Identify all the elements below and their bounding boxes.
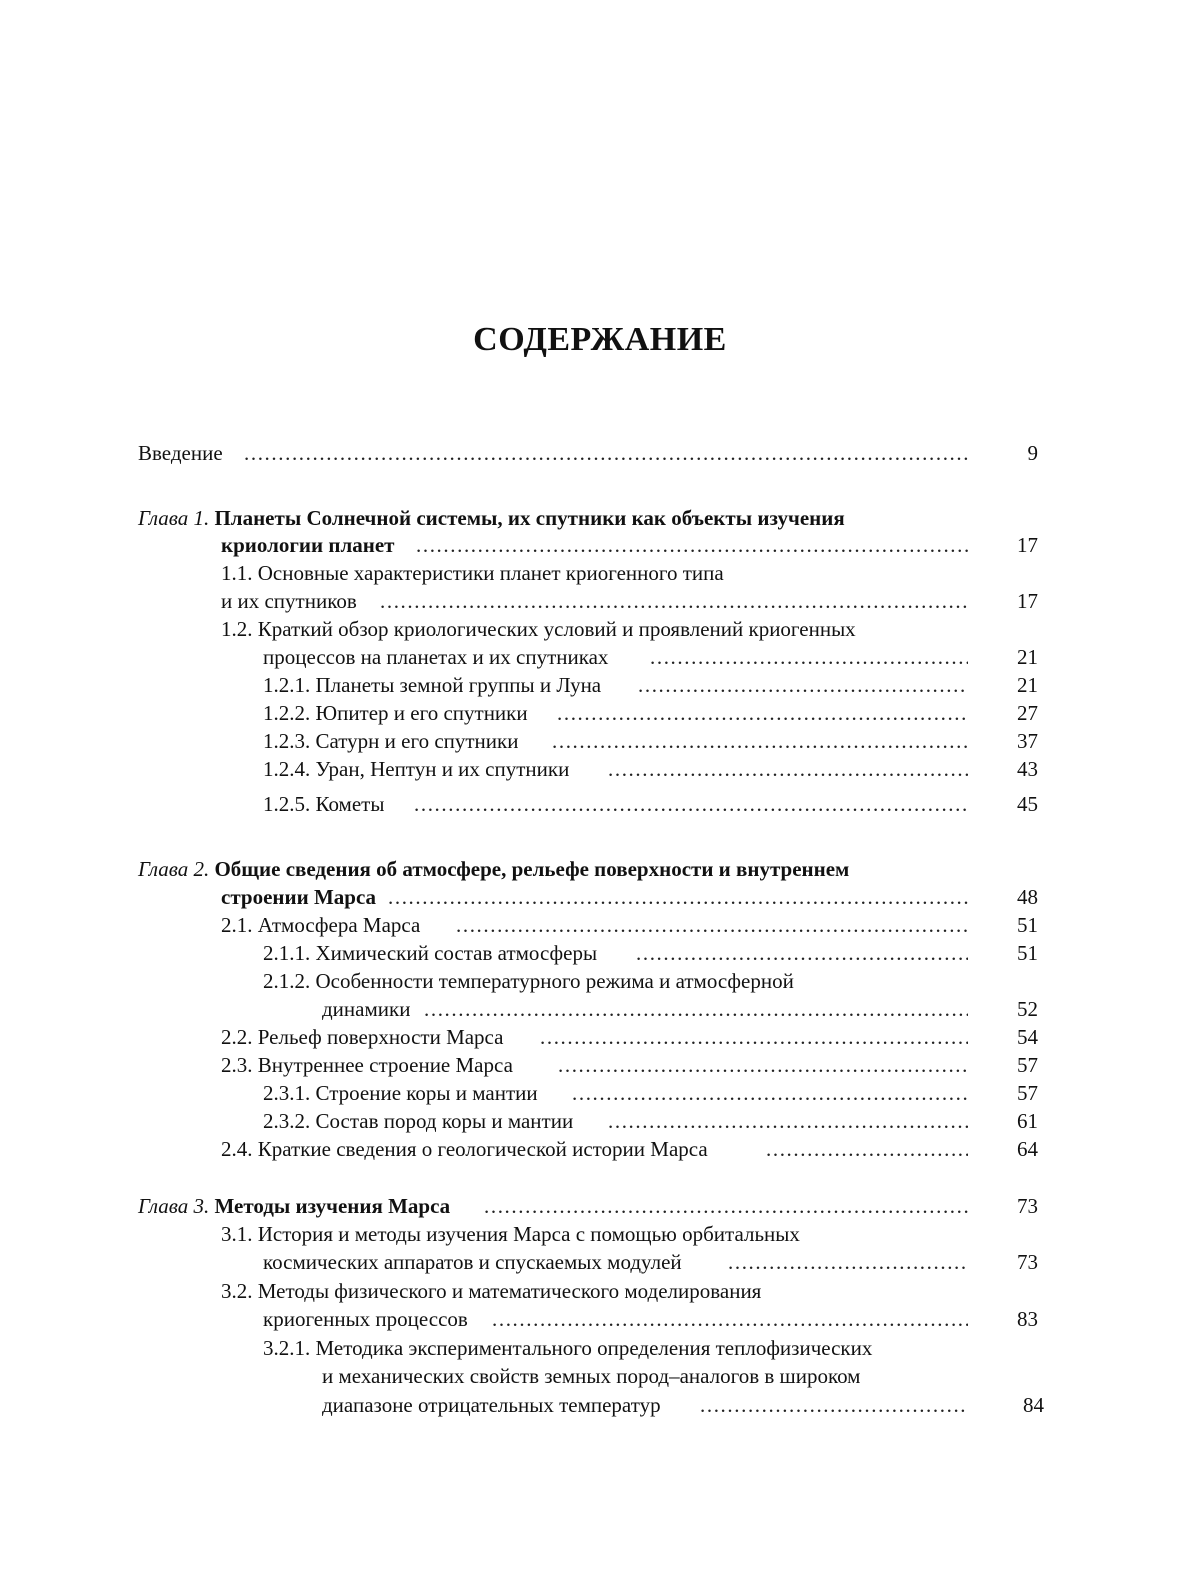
- chapter-heading: [0, 503, 1200, 533]
- dot-leader: [608, 1106, 968, 1136]
- page-number: 21: [1017, 645, 1038, 669]
- page-number: 51: [1017, 913, 1038, 937]
- toc-entry: [0, 1361, 1200, 1391]
- toc-entry: [0, 438, 1200, 468]
- toc-entry: [0, 1333, 1200, 1363]
- entry-title-continued: криогенных процессов: [263, 1304, 471, 1334]
- toc-entry: [0, 1276, 1200, 1306]
- dot-leader: [416, 530, 968, 560]
- page-number: 83: [1017, 1307, 1038, 1331]
- page-number: 51: [1017, 941, 1038, 965]
- entry-title-continued: процессов на планетах и их спутниках: [263, 642, 611, 672]
- toc-entry: [0, 1191, 1200, 1221]
- chapter-title-continued: строении Марса: [221, 882, 379, 912]
- entry-title-continued: динамики: [322, 994, 413, 1024]
- dot-leader: [552, 726, 968, 756]
- toc-entry: [0, 614, 1200, 644]
- toc-entry: [0, 789, 1200, 819]
- dot-leader: [638, 670, 968, 700]
- entry-title: 1.1. Основные характеристики планет криогенного типа: [221, 558, 727, 588]
- entry-title: 1.2.4. Уран, Нептун и их спутники: [263, 754, 572, 784]
- toc-entry: [0, 1050, 1200, 1080]
- page-number: 64: [1017, 1137, 1038, 1161]
- toc-entry: [0, 754, 1200, 784]
- dot-leader: [557, 698, 968, 728]
- page-number: 57: [1017, 1081, 1038, 1105]
- entry-title: 3.2. Методы физического и математического моделирования: [221, 1276, 764, 1306]
- dot-leader: [388, 882, 968, 912]
- toc-entry: [0, 670, 1200, 700]
- toc-entry: [0, 558, 1200, 588]
- entry-title: 2.1. Атмосфера Марса: [221, 910, 423, 940]
- dot-leader: [766, 1134, 968, 1164]
- chapter-label: Глава 3.: [138, 1194, 210, 1218]
- entry-title: 1.2.2. Юпитер и его спутники: [263, 698, 531, 728]
- chapter-label: Глава 2.: [138, 857, 210, 881]
- entry-title: 2.1.2. Особенности температурного режима и атмосферной: [263, 966, 797, 996]
- entry-title-continued: и механических свойств земных пород–аналогов в широком: [322, 1361, 863, 1391]
- toc-entry: [0, 1134, 1200, 1164]
- entry-title: 2.2. Рельеф поверхности Марса: [221, 1022, 506, 1052]
- entry-title: 1.2.1. Планеты земной группы и Луна: [263, 670, 604, 700]
- chapter-title: Методы изучения Марса: [214, 1194, 451, 1218]
- toc-entry: [0, 1022, 1200, 1052]
- entry-title: 1.2.5. Кометы: [263, 789, 387, 819]
- page-number: 48: [1017, 885, 1038, 909]
- page-number: 73: [1017, 1194, 1038, 1218]
- chapter-title-continued: криологии планет: [221, 530, 398, 560]
- dot-leader: [484, 1191, 968, 1221]
- page-number: 57: [1017, 1053, 1038, 1077]
- entry-title: 2.4. Краткие сведения о геологической истории Марса: [221, 1134, 711, 1164]
- page-number: 27: [1017, 701, 1038, 725]
- entry-title: 2.1.1. Химический состав атмосферы: [263, 938, 600, 968]
- toc-entry: [0, 530, 1200, 560]
- toc-entry: [0, 586, 1200, 616]
- toc-entry: [0, 726, 1200, 756]
- page-number: 37: [1017, 729, 1038, 753]
- page-number: 17: [1017, 533, 1038, 557]
- entry-title: 2.3.1. Строение коры и мантии: [263, 1078, 541, 1108]
- page-number: 84: [1023, 1393, 1044, 1417]
- entry-title: 3.2.1. Методика экспериментального определения теплофизических: [263, 1333, 875, 1363]
- toc-entry: [0, 642, 1200, 672]
- chapter-title: Планеты Солнечной системы, их спутники как объекты изучения: [214, 506, 845, 530]
- dot-leader: [700, 1390, 968, 1420]
- page-title: СОДЕРЖАНИЕ: [473, 321, 727, 358]
- dot-leader: [608, 754, 968, 784]
- toc-entry: [0, 698, 1200, 728]
- entry-title: 2.3. Внутреннее строение Марса: [221, 1050, 516, 1080]
- toc-entry: [0, 1106, 1200, 1136]
- dot-leader: [636, 938, 968, 968]
- page-number: 73: [1017, 1250, 1038, 1274]
- entry-title: 1.2. Краткий обзор криологических условий и проявлений криогенных: [221, 614, 859, 644]
- dot-leader: [456, 910, 968, 940]
- dot-leader: [540, 1022, 968, 1052]
- toc-entry: [0, 966, 1200, 996]
- dot-leader: [492, 1304, 968, 1334]
- toc-entry: [0, 938, 1200, 968]
- page-number: 52: [1017, 997, 1038, 1021]
- chapter-title: Общие сведения об атмосфере, рельефе поверхности и внутреннем: [214, 857, 850, 881]
- entry-title: Введение: [138, 438, 226, 468]
- entry-title: 3.1. История и методы изучения Марса с помощью орбитальных: [221, 1219, 803, 1249]
- page-number: 9: [1027, 441, 1038, 465]
- toc-entry: [0, 994, 1200, 1024]
- dot-leader: [650, 642, 968, 672]
- toc-entry: [0, 1390, 1200, 1420]
- dot-leader: [424, 994, 968, 1024]
- page-number: 54: [1017, 1025, 1038, 1049]
- page-number: 45: [1017, 792, 1038, 816]
- entry-title-continued: космических аппаратов и спускаемых модулей: [263, 1247, 685, 1277]
- toc-entry: [0, 1219, 1200, 1249]
- toc-entry: [0, 882, 1200, 912]
- toc-entry: [0, 910, 1200, 940]
- dot-leader: [572, 1078, 968, 1108]
- toc-entry: [0, 1304, 1200, 1334]
- dot-leader: [244, 438, 968, 468]
- page-number: 17: [1017, 589, 1038, 613]
- chapter-heading: [0, 854, 1200, 884]
- page-number: 61: [1017, 1109, 1038, 1133]
- entry-title: 1.2.3. Сатурн и его спутники: [263, 726, 521, 756]
- dot-leader: [728, 1247, 968, 1277]
- page-number: 21: [1017, 673, 1038, 697]
- dot-leader: [380, 586, 968, 616]
- toc-entry: [0, 1078, 1200, 1108]
- entry-title-continued: диапазоне отрицательных температур: [322, 1390, 664, 1420]
- entry-title: 2.3.2. Состав пород коры и мантии: [263, 1106, 576, 1136]
- chapter-label: Глава 1.: [138, 506, 210, 530]
- page-number: 43: [1017, 757, 1038, 781]
- dot-leader: [414, 789, 968, 819]
- dot-leader: [558, 1050, 968, 1080]
- toc-entry: [0, 1247, 1200, 1277]
- entry-title-continued: и их спутников: [221, 586, 360, 616]
